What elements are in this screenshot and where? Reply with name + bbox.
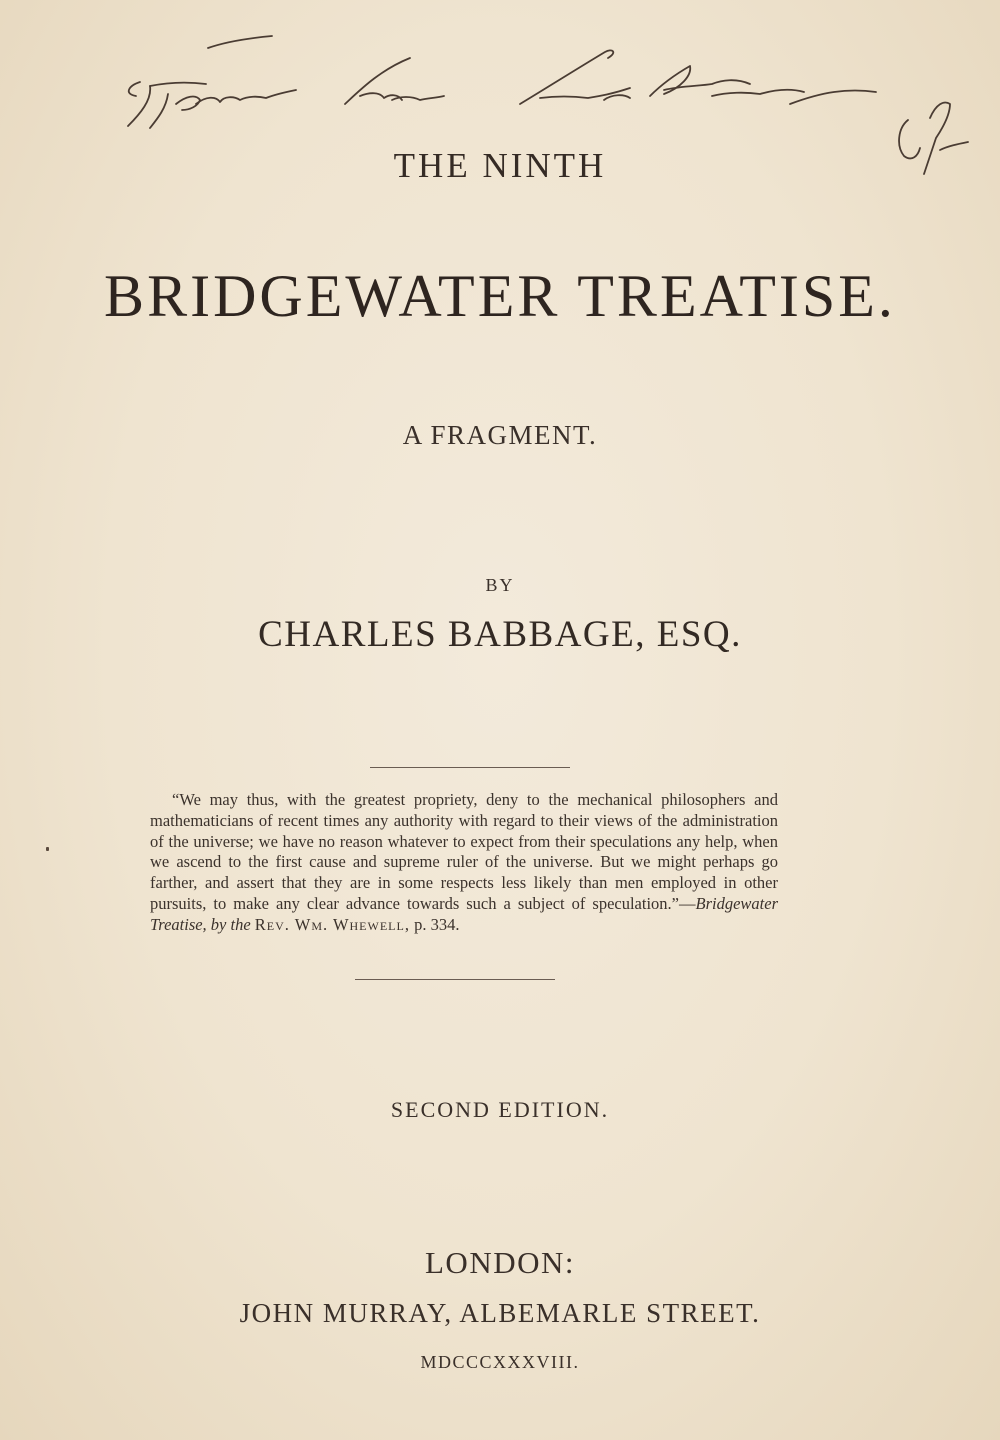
- epigraph-quote: [150, 790, 778, 936]
- publication-year: MDCCCXXXVIII.: [420, 1352, 580, 1372]
- epigraph-open-quote: “: [172, 790, 180, 809]
- author-name: CHARLES BABBAGE, ESQ.: [258, 614, 742, 655]
- main-title: BRIDGEWATER TREATISE.: [104, 263, 896, 329]
- pre-title: THE NINTH: [393, 146, 607, 185]
- paper-speck: [46, 847, 49, 851]
- place-of-publication: LONDON:: [425, 1245, 575, 1280]
- epigraph-citation: Bridgewater Treatise, by the: [150, 893, 778, 934]
- epigraph-reference: Rev. Wm. Whewell,: [254, 914, 410, 934]
- epigraph-page: p. 334.: [414, 914, 460, 934]
- divider-top: [370, 767, 570, 768]
- by-label: BY: [485, 575, 515, 595]
- subtitle: A FRAGMENT.: [402, 420, 598, 450]
- publisher: JOHN MURRAY, ALBEMARLE STREET.: [239, 1298, 761, 1328]
- edition: SECOND EDITION.: [390, 1097, 610, 1122]
- epigraph-text: We may thus, with the greatest propriety, deny to the mechanical philosophers and mathematicians of recent times any authority with regard to their views of the administration of the universe; we have no reason whatever to expect from their speculations any help, when we ascend to the first cause and supreme ruler of the universe. But we might perhaps go farther, and assert that they are in some respects less likely than men employed in other pursuits, to make any clear advance towards such a subject of speculation.”—: [150, 790, 778, 913]
- divider-bottom: [355, 979, 555, 980]
